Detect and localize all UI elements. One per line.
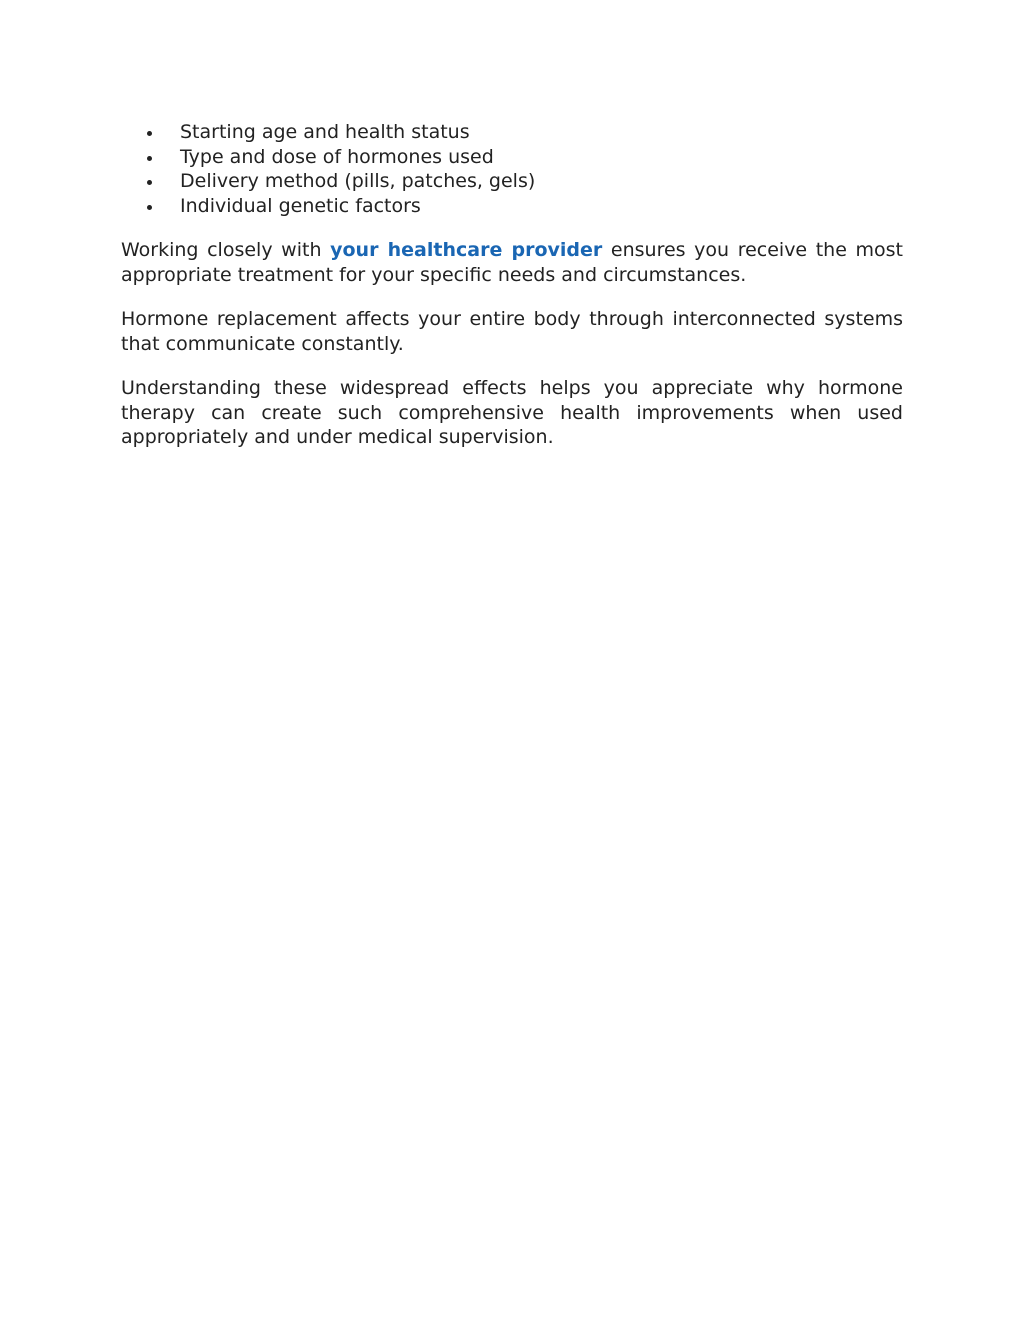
paragraph-text-after: ensures you receive the most appropriate treatment for your specific needs and circumstances.: [121, 239, 904, 286]
paragraph-healthcare-provider: [121, 238, 903, 287]
document-page: [121, 120, 903, 470]
paragraph-text-before: Working closely with: [121, 239, 331, 261]
list-item-text: Starting age and health status: [180, 121, 470, 143]
list-item-text: Delivery method (pills, patches, gels): [180, 170, 536, 192]
list-item: [121, 145, 903, 170]
bullet-icon: [147, 156, 152, 161]
list-item: [121, 169, 903, 194]
bullet-icon: [147, 205, 152, 210]
paragraph-hormone-replacement: Hormone replacement affects your entire body through interconnected systems that communicate constantly.: [121, 308, 903, 355]
paragraph-understanding-effects: Understanding these widespread effects helps you appreciate why hormone therapy can create such comprehensive health improvements when used appropriately and under medical supervision.: [121, 377, 903, 448]
bullet-icon: [147, 180, 152, 185]
bullet-icon: [147, 131, 152, 136]
list-item-text: Type and dose of hormones used: [180, 145, 494, 168]
list-item: [121, 120, 903, 145]
factor-list: [121, 120, 903, 218]
list-item: [121, 194, 903, 219]
list-item-text: Individual genetic factors: [180, 194, 421, 217]
healthcare-provider-link[interactable]: your healthcare provider: [330, 239, 603, 261]
